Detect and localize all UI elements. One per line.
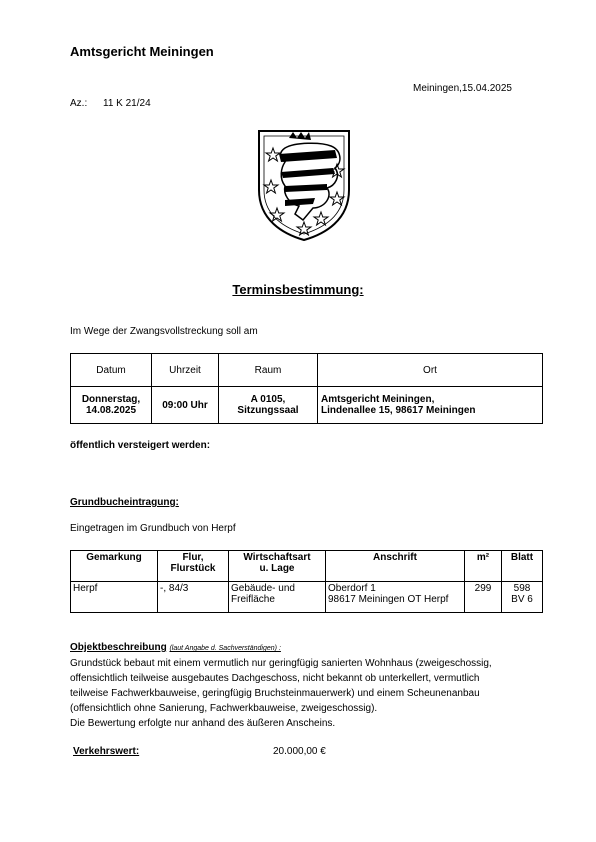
header-flur-line2: Flurstück [170,563,216,574]
cell-uhrzeit: 09:00 Uhr [152,387,219,424]
header-gemarkung: Gemarkung [71,551,158,582]
header-m2: m² [465,551,502,582]
table-row [71,582,543,613]
objekt-line: teilweise Fachwerkbauweise, geringfügig Bruchsteinmauerwerk) und einem Scheunenanbau [70,688,480,699]
raum-name: Sitzungssaal [237,405,299,416]
objekt-heading [70,642,281,653]
grundbuch-subtext: Eingetragen im Grundbuch von Herpf [70,523,236,534]
objekt-line: Grundstück bebaut mit einem vermutlich nur geringfügig sanierten Wohnhaus (zweigeschossig, [70,658,492,669]
cell-blatt [502,582,543,613]
cell-anschrift [326,582,465,613]
cell-ort [318,387,543,424]
header-flur-line1: Flur, [182,552,204,563]
raum-number: A 0105, [250,394,286,405]
grundbuch-table [70,550,543,613]
verkehrswert-value: 20.000,00 € [273,746,326,757]
header-ort: Ort [318,354,543,387]
objekt-line: offensichtlich teilweise ausgebautes Dachgeschoss, nicht bekannt ob unterkellert, vermutlich [70,673,480,684]
blatt-bv: BV 6 [511,594,533,605]
objekt-heading-note: (laut Angabe d. Sachverständigen) : [169,645,281,652]
anschrift-street: Oberdorf 1 [328,583,376,594]
ort-address: Lindenallee 15, 98617 Meiningen [321,405,476,416]
cell-m2: 299 [465,582,502,613]
anschrift-city: 98617 Meiningen OT Herpf [328,594,449,605]
coat-of-arms-thuringia [255,128,353,242]
ort-court: Amtsgericht Meiningen, [321,394,435,405]
auction-text: öffentlich versteigert werden: [70,440,211,451]
datum-weekday: Donnerstag, [81,394,141,405]
header-wirtschaftsart [229,551,326,582]
cell-gemarkung: Herpf [71,582,158,613]
intro-text: Im Wege der Zwangsvollstreckung soll am [70,326,258,337]
header-blatt: Blatt [502,551,543,582]
wirt-line2: Freifläche [231,594,275,605]
case-number: 11 K 21/24 [103,98,151,109]
table-row [71,387,543,424]
blatt-number: 598 [513,583,531,594]
objekt-description [70,656,540,731]
page-title: Terminsbestimmung: [232,282,364,297]
header-wirt-line2: u. Lage [259,563,295,574]
datum-date: 14.08.2025 [85,405,137,416]
grundbuch-heading: Grundbucheintragung: [70,497,179,508]
cell-wirtschaftsart [229,582,326,613]
wirt-line1: Gebäude- und [231,583,295,594]
objekt-line: Die Bewertung erfolgte nur anhand des äußeren Anscheins. [70,718,336,729]
objekt-heading-title: Objektbeschreibung [70,642,167,653]
table-header-row [71,551,543,582]
header-uhrzeit: Uhrzeit [152,354,219,387]
cell-raum [219,387,318,424]
header-anschrift: Anschrift [326,551,465,582]
case-number-label: Az.: [70,98,88,109]
verkehrswert-label: Verkehrswert: [73,746,140,757]
objekt-line: (offensichtlich ohne Sanierung, Fachwerkbauweise, zweigeschossig). [70,703,378,714]
table-header-row [71,354,543,387]
header-wirt-line1: Wirtschaftsart [243,552,311,563]
cell-datum [71,387,152,424]
header-raum: Raum [219,354,318,387]
court-name: Amtsgericht Meiningen [70,44,214,59]
cell-flur: -, 84/3 [158,582,229,613]
appointment-table [70,353,543,424]
place-date: Meiningen,15.04.2025 [413,83,512,94]
header-flur [158,551,229,582]
header-datum: Datum [71,354,152,387]
